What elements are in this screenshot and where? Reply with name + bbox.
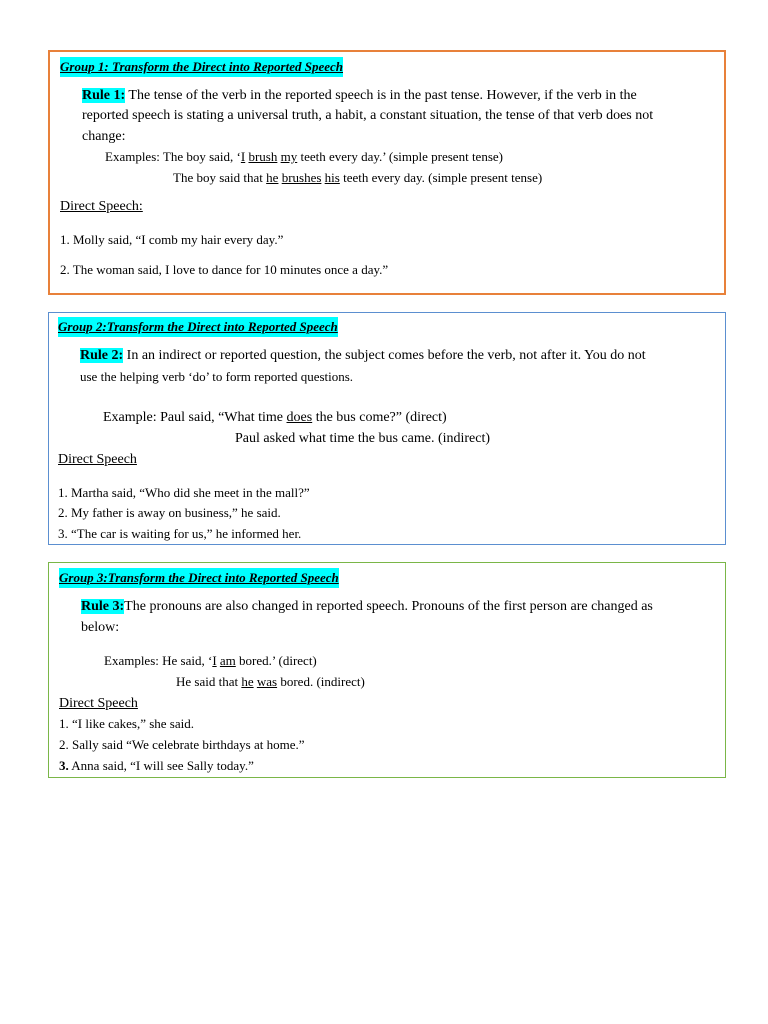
group-3-example-2: He said that he was bored. (indirect) [176, 674, 365, 689]
rule-3-label: Rule 3: [81, 599, 125, 614]
group-3-item-3-number: 3. [59, 758, 69, 773]
rule-2-line-1 [80, 346, 646, 366]
rule-1-line-3: change: [82, 129, 126, 144]
group-2-example-2: Paul asked what time the bus came. (indirect) [235, 431, 491, 446]
group-2-box [48, 312, 726, 545]
group-1-example-2: The boy said that he brushes his teeth every day. (simple present tense) [173, 170, 543, 185]
group-2-item-1: 1. Martha said, “Who did she meet in the mall?” [58, 485, 310, 500]
group-3-box [48, 562, 726, 778]
group-3-example-1: Examples: He said, ‘I am bored.’ (direct) [104, 653, 317, 668]
rule-3-line-2: below: [81, 620, 120, 635]
group-2-item-3: 3. “The car is waiting for us,” he informed her. [58, 526, 302, 541]
group-3-item-2: 2. Sally said “We celebrate birthdays at home.” [59, 737, 305, 752]
group-1-item-1: 1. Molly said, “I comb my hair every day.” [60, 232, 284, 247]
group-3-title: Group 3:Transform the Direct into Reported Speech [59, 568, 339, 588]
rule-3-text-1: The pronouns are also changed in reported speech. Pronouns of the first person are changed as [124, 599, 653, 614]
group-1-direct-speech-label: Direct Speech: [60, 199, 143, 214]
group-2-title: Group 2:Transform the Direct into Reported Speech [58, 317, 338, 337]
group-3-direct-speech-label: Direct Speech [59, 696, 138, 711]
group-3-item-1: 1. “I like cakes,” she said. [59, 716, 195, 731]
rule-1-text-1: The tense of the verb in the reported speech is in the past tense. However, if the verb in the [128, 88, 637, 103]
rule-1-line-2: reported speech is stating a universal truth, a habit, a constant situation, the tense of that verb does not [82, 108, 654, 123]
rule-2-line-2: use the helping verb ‘do’ to form reported questions. [80, 369, 354, 384]
rule-1-line-1 [82, 86, 637, 106]
rule-1-label: Rule 1: [82, 88, 126, 103]
group-1-title: Group 1: Transform the Direct into Reported Speech [60, 57, 343, 77]
rule-3-line-1 [81, 597, 653, 617]
group-1-example-1: Examples: The boy said, ‘I brush my teeth every day.’ (simple present tense) [105, 149, 503, 164]
group-2-direct-speech-label: Direct Speech [58, 452, 137, 467]
group-1-box [48, 50, 726, 295]
group-3-item-3 [59, 756, 254, 776]
group-3-item-3-text: Anna said, “I will see Sally today.” [71, 758, 254, 773]
group-2-example-1: Example: Paul said, “What time does the bus come?” (direct) [103, 410, 447, 425]
rule-2-text-1: In an indirect or reported question, the subject comes before the verb, not after it. You do not [123, 348, 646, 363]
group-1-item-2: 2. The woman said, I love to dance for 10 minutes once a day.” [60, 262, 389, 277]
group-2-item-2: 2. My father is away on business,” he said. [58, 505, 281, 520]
rule-2-label: Rule 2: [80, 348, 124, 363]
